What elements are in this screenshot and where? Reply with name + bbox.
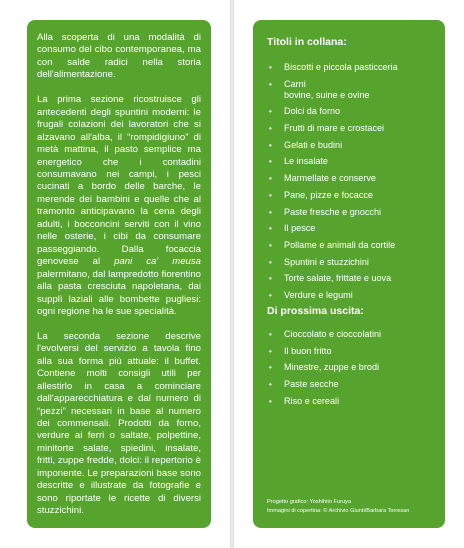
list-item [267, 257, 437, 268]
bullet-icon: • [269, 274, 272, 284]
list-item-label: Minestre, zuppe e brodi [284, 362, 380, 373]
list-item [267, 362, 437, 373]
list-item-label: Il pesce [284, 223, 316, 234]
upcoming-list [267, 329, 437, 412]
list-item [267, 79, 437, 101]
list-item [267, 273, 437, 284]
upcoming-title: Di prossima uscita: [267, 305, 364, 317]
list-item-label: Biscotti e piccola pasticceria [284, 62, 398, 72]
left-page [0, 0, 230, 548]
list-item-label: Le insalate [284, 156, 328, 167]
list-item [267, 223, 437, 234]
series-title: Titoli in collana: [267, 36, 347, 48]
bullet-icon: • [269, 330, 272, 339]
list-item-label: Torte salate, frittate e uova [284, 273, 392, 284]
intro-paragraph [37, 331, 201, 518]
right-green-panel [253, 20, 445, 528]
intro-paragraph [37, 94, 201, 318]
credit-design: Progetto grafico: Yoshihito Furuya [267, 499, 351, 505]
list-item-label: Marmellate e conserve [284, 173, 376, 184]
list-item-label: Paste fresche e gnocchi [284, 206, 382, 217]
intro-paragraph [37, 32, 201, 82]
list-item [267, 173, 437, 184]
bullet-icon: • [269, 190, 272, 200]
list-item-label: Spuntini e stuzzichini [284, 256, 369, 267]
intro-run: La seconda sezione descrive l'evolversi del servizio a tavola fino alla sua forma più attuale: il buffet. Contiene molti consigli utili per allestirlo in casa a cominciare dall'apparecchiatura e dal numero di “pezzi” necessari in base al numero dei commensali. Prodotti da forno, verdure ai ferri o saltate, polpettine, minitorte salate, spiedini, insalate, fritti, zuppe fredde, dolci: il repertorio è imponente. Le preparazioni base sono descritte e illustrate da fotografie e sono riportate le ricette di diversi stuzzichini. [37, 330, 201, 517]
list-item [267, 290, 437, 301]
list-item-label: Pollame e animali da cortile [284, 239, 396, 250]
bullet-icon: • [269, 380, 272, 390]
intro-run: La prima sezione ricostruisce gli antecedenti degli spuntini moderni: le frugali colazioni dei lavoratori che si alzavano all'alba, il “rompidigiuno” di metà mattina, il pasto semplice ma energetico che i contadini consumavano nei campi, i pesci cucinati a bordo delle barche, le merende dei bambini e quelle che al tramonto anticipavano la cena degli adulti, i bocconcini serviti con il vino nelle osterie, i cibi da consumare passeggiando. Dalla focaccia genovese al [37, 94, 201, 268]
credit-cover-images: Immagini di copertina: © Archivio Giunti/Barbara Torresan [267, 507, 410, 514]
list-item-sublabel: bovine, suine e ovine [284, 89, 370, 100]
bullet-icon: • [269, 290, 272, 300]
list-item-label: Gelati e budini [284, 139, 343, 150]
bullet-icon: • [269, 363, 272, 373]
bullet-icon: • [269, 224, 272, 234]
list-item [267, 140, 437, 151]
bullet-icon: • [269, 140, 272, 150]
list-item-label: Paste secche [284, 379, 339, 390]
bullet-icon: • [269, 157, 272, 167]
list-item-label: Cioccolato e cioccolatini [284, 329, 382, 339]
list-item [267, 396, 437, 407]
intro-text [37, 32, 201, 530]
list-item [267, 240, 437, 251]
list-item-label: Il buon fritto [284, 345, 332, 356]
right-page [234, 0, 464, 548]
series-list [267, 62, 437, 307]
bullet-icon: • [269, 240, 272, 250]
list-item-label: Pane, pizze e focacce [284, 189, 373, 200]
list-item [267, 106, 437, 117]
list-item [267, 62, 437, 73]
list-item-label: Dolci da forno [284, 106, 341, 117]
credits [267, 498, 442, 515]
list-item-label: Frutti di mare e crostacei [284, 123, 385, 134]
bullet-icon: • [269, 257, 272, 267]
bullet-icon: • [269, 174, 272, 184]
list-item [267, 123, 437, 134]
list-item-label: Verdure e legumi [284, 289, 353, 300]
intro-run: palermitano, dal lampredotto fiorentino alla pasta cresciuta napoletana, dai supplì laziali alle bombette pugliesi: ogni regione ha le sue specialità. [37, 268, 201, 317]
bullet-icon: • [269, 124, 272, 134]
bullet-icon: • [269, 107, 272, 117]
bullet-icon: • [269, 79, 272, 89]
intro-run: Alla scoperta di una modalità di consumo del cibo contemporanea, ma con salde radici nella storia dell'alimentazione. [37, 32, 201, 81]
bullet-icon: • [269, 396, 272, 406]
list-item [267, 207, 437, 218]
list-item [267, 190, 437, 201]
list-item [267, 379, 437, 390]
bullet-icon: • [269, 63, 272, 72]
list-item-label: Riso e cereali [284, 395, 340, 406]
list-item [267, 156, 437, 167]
list-item-label: Carni [284, 78, 306, 89]
bullet-icon: • [269, 207, 272, 217]
left-green-panel [27, 20, 211, 528]
bullet-icon: • [269, 346, 272, 356]
list-item [267, 329, 437, 340]
list-item [267, 346, 437, 357]
intro-italic-run: pani ca' meusa [114, 256, 202, 268]
